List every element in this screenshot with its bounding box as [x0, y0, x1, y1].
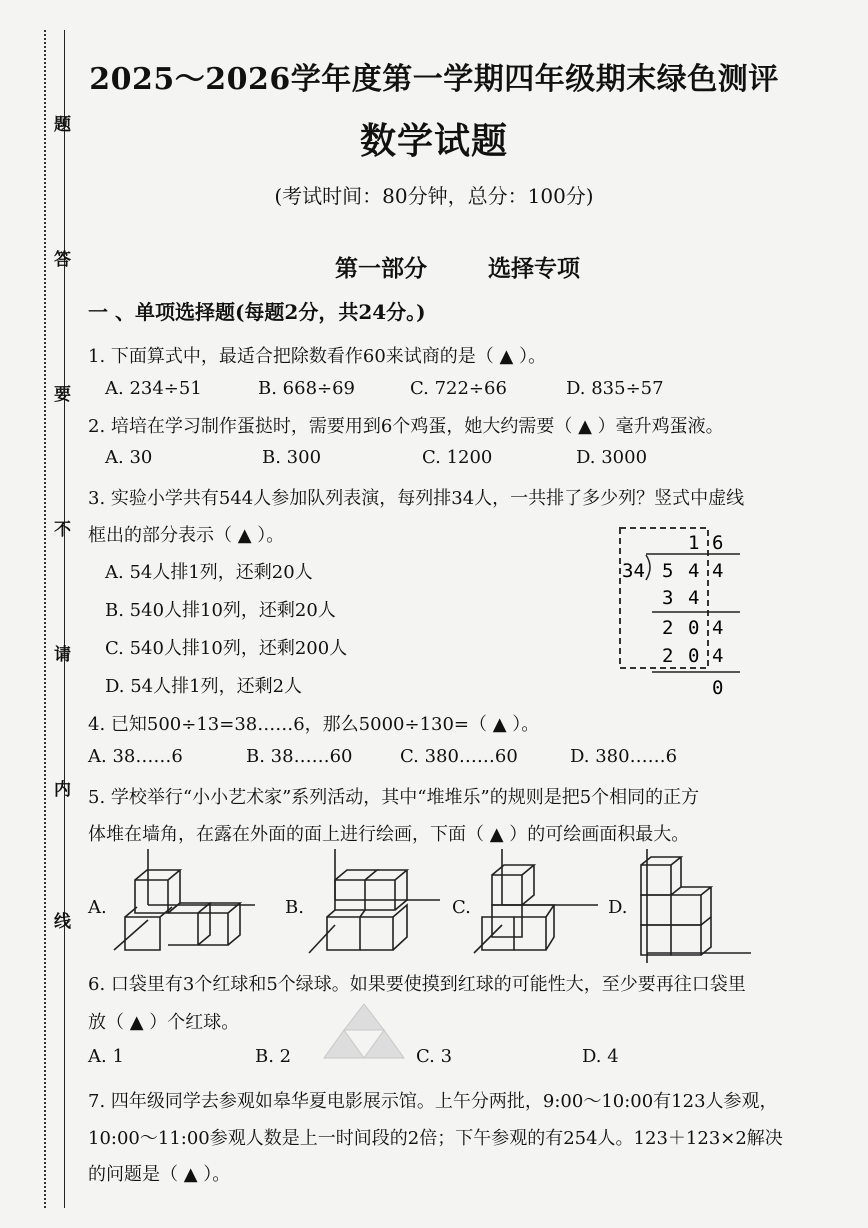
- question-4-option-d: D. 380……6: [570, 746, 678, 767]
- step2-digit: 2: [662, 617, 674, 639]
- question-7-stem-line1: 7. 四年级同学去参观如皋华夏电影展示馆。上午分两批，9:00～10:00有123人参观，: [88, 1091, 778, 1112]
- question-4-option-c: C. 380……60: [400, 746, 518, 767]
- cube-stack-b: [305, 845, 445, 960]
- step3-digit: 0: [688, 645, 700, 667]
- question-2-option-c: C. 1200: [422, 447, 493, 468]
- question-4-option-b: B. 38……60: [246, 746, 353, 767]
- step1-digit: 4: [688, 587, 700, 609]
- dividend-digit: 5: [662, 560, 674, 582]
- question-5-option-b: B.: [285, 897, 304, 918]
- step2-digit: 4: [712, 617, 724, 639]
- question-3-option-b: B. 540人排10列，还剩20人: [105, 600, 336, 621]
- question-5-option-d: D.: [608, 897, 628, 918]
- exam-subtitle: 数学试题: [359, 120, 508, 162]
- question-6-option-b: B. 2: [255, 1046, 292, 1067]
- question-3-option-d: D. 54人排1列，还剩2人: [105, 676, 303, 697]
- question-2-option-a: A. 30: [105, 447, 153, 468]
- seal-char: 内: [50, 780, 70, 797]
- division-bracket: [646, 555, 650, 580]
- divisor: 34: [622, 560, 645, 582]
- seal-char: 题: [50, 115, 70, 132]
- question-6-option-c: C. 3: [416, 1046, 453, 1067]
- question-3-stem-line2: 框出的部分表示（ ▲ ）。: [88, 525, 285, 546]
- quotient-digit: 1: [688, 532, 700, 554]
- question-3-option-a: A. 54人排1列，还剩20人: [105, 562, 313, 583]
- watermark-mark: [314, 1000, 414, 1070]
- question-5-stem-line2: 体堆在墙角，在露在外面的面上进行绘画，下面（ ▲ ）的可绘画面积最大。: [88, 824, 690, 845]
- question-6-stem-line2: 放（ ▲ ）个红球。: [88, 1012, 240, 1033]
- question-6-stem-line1: 6. 口袋里有3个红球和5个绿球。如果要使摸到红球的可能性大，至少要再往口袋里: [88, 974, 746, 995]
- long-division-figure: [612, 522, 752, 707]
- question-2-stem: 2. 培培在学习制作蛋挞时，需要用到6个鸡蛋，她大约需要（ ▲ ）毫升鸡蛋液。: [88, 416, 724, 437]
- step3-digit: 2: [662, 645, 674, 667]
- seal-char: 要: [50, 385, 70, 402]
- question-1-option-b: B. 668÷69: [258, 378, 356, 399]
- seal-char: 请: [50, 645, 70, 662]
- cube-stack-a: [110, 845, 260, 960]
- question-7-stem-line2: 10:00～11:00参观人数是上一时间段的2倍；下午参观的有254人。123＋123×2解决: [88, 1128, 783, 1149]
- question-4-stem: 4. 已知500÷13=38……6，那么5000÷130=（ ▲ ）。: [88, 714, 540, 735]
- remainder: 0: [712, 677, 724, 699]
- question-6-option-d: D. 4: [582, 1046, 619, 1067]
- question-1-option-d: D. 835÷57: [566, 378, 664, 399]
- step1-digit: 3: [662, 587, 674, 609]
- exam-info: (考试时间：80分钟，总分：100分): [274, 184, 594, 208]
- section-heading: 一 、单项选择题(每题2分，共24分。): [88, 300, 426, 324]
- question-3-stem-line1: 3. 实验小学共有544人参加队列表演，每列排34人，一共排了多少列？竖式中虚线: [88, 488, 745, 509]
- question-1-option-c: C. 722÷66: [410, 378, 507, 399]
- dividend-digit: 4: [712, 560, 724, 582]
- question-3-option-c: C. 540人排10列，还剩200人: [105, 638, 348, 659]
- quotient-digit: 6: [712, 532, 724, 554]
- part-heading: 第一部分 选择专项: [335, 255, 581, 282]
- question-5-option-a: A.: [88, 897, 107, 918]
- question-5-option-c: C.: [452, 897, 471, 918]
- question-2-option-d: D. 3000: [576, 447, 648, 468]
- exam-title: 2025～2026学年度第一学期四年级期末绿色测评: [89, 62, 779, 97]
- question-6-option-a: A. 1: [88, 1046, 124, 1067]
- step3-digit: 4: [712, 645, 724, 667]
- seal-char: 答: [50, 250, 70, 267]
- dividend-digit: 4: [688, 560, 700, 582]
- question-5-stem-line1: 5. 学校举行“小小艺术家”系列活动，其中“堆堆乐”的规则是把5个相同的正方: [88, 787, 700, 808]
- cube-stack-d: [625, 845, 755, 965]
- step2-digit: 0: [688, 617, 700, 639]
- question-2-option-b: B. 300: [262, 447, 322, 468]
- cube-stack-c: [470, 845, 600, 960]
- seal-char: 线: [50, 912, 70, 929]
- question-1-stem: 1. 下面算式中，最适合把除数看作60来试商的是（ ▲ ）。: [88, 346, 547, 367]
- question-1-option-a: A. 234÷51: [105, 378, 202, 399]
- question-7-stem-line3: 的问题是（ ▲ ）。: [88, 1164, 231, 1185]
- question-4-option-a: A. 38……6: [88, 746, 183, 767]
- seal-char: 不: [50, 520, 70, 537]
